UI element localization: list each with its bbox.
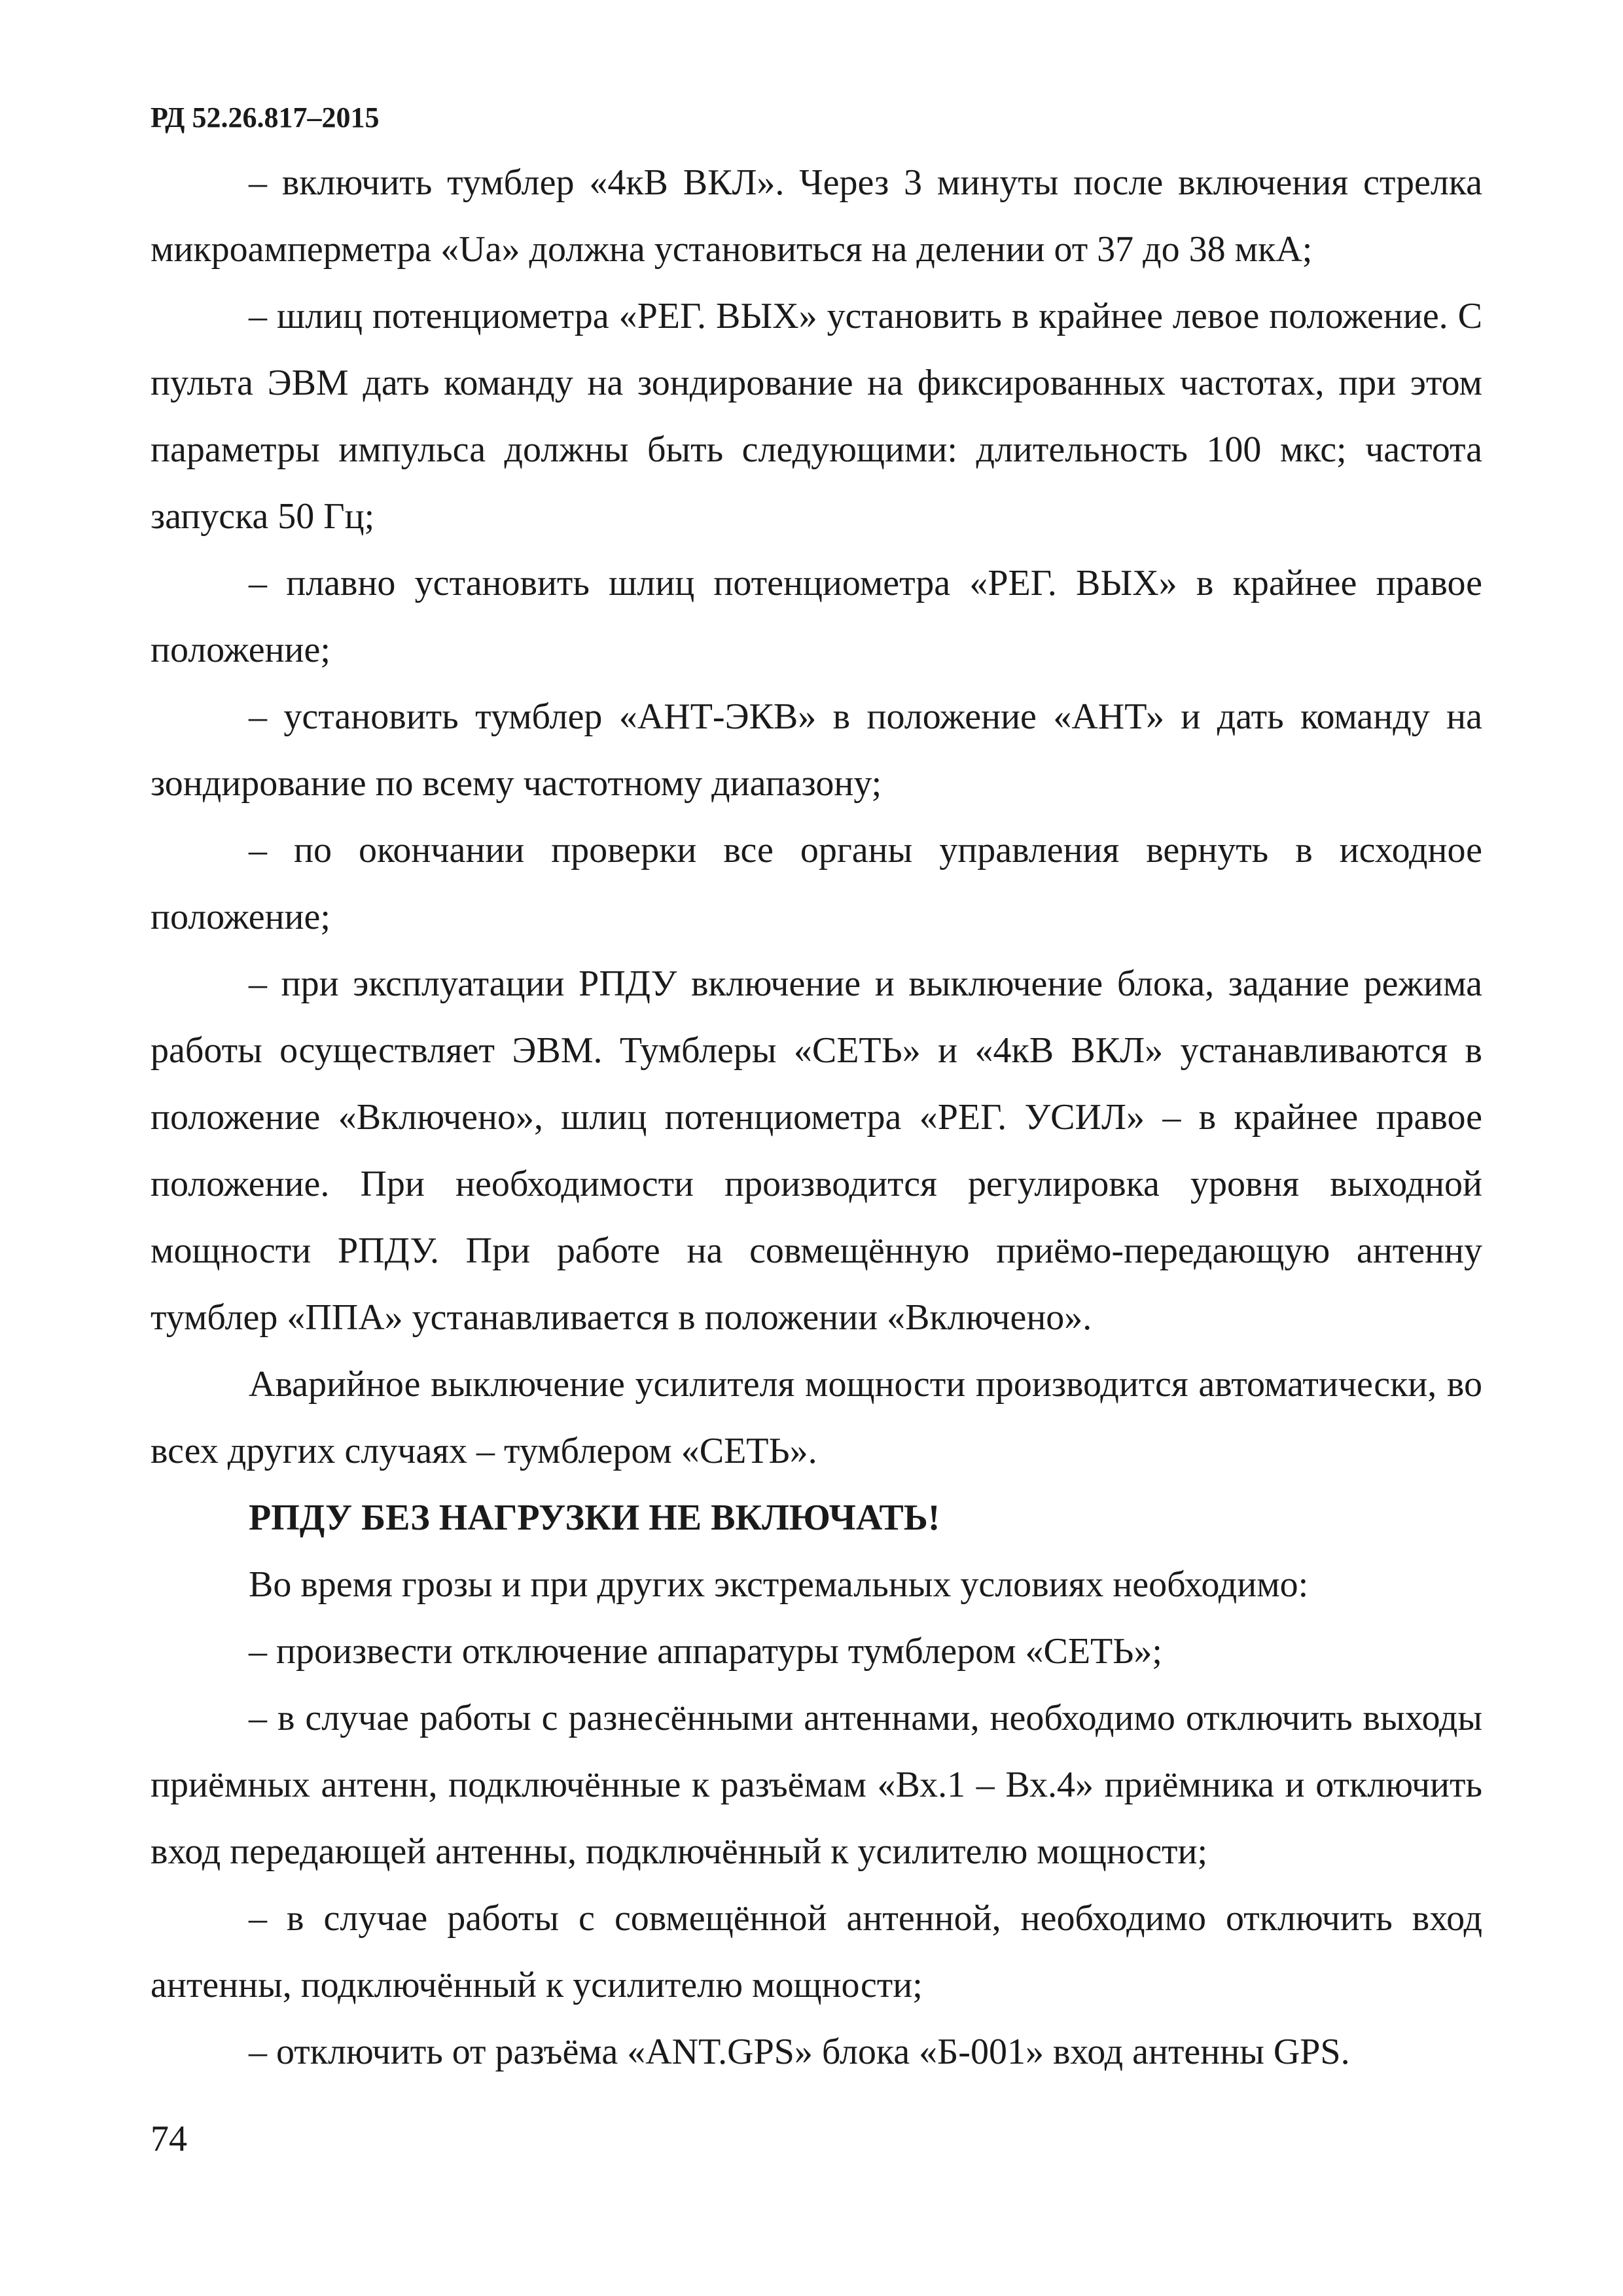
warning-heading: РПДУ БЕЗ НАГРУЗКИ НЕ ВКЛЮЧАТЬ!: [249, 1498, 940, 1538]
list-item: – при эксплуатации РПДУ включение и выключение блока, задание режима работы осуществляет ЭВМ. Тумблеры «СЕТЬ» и «4кВ ВКЛ» устанавливаются в положение «Включено», шлиц потенциометра «РЕГ. УСИЛ» – в крайнее правое положение. При необходимости производится регулировка уровня выходной мощности РПДУ. При работе на совмещённую приёмо-передающую антенну тумблер «ППА» устанавливается в положении «Включено».: [151, 963, 1482, 1338]
list-item: – произвести отключение аппаратуры тумблером «СЕТЬ»;: [249, 1631, 1162, 1672]
list-item: – отключить от разъёма «ANT.GPS» блока «Б-001» вход антенны GPS.: [249, 2032, 1350, 2072]
page-number: 74: [151, 2119, 187, 2159]
list-item: – в случае работы с совмещённой антенной, необходимо отключить вход антенны, подключённый к усилителю мощности;: [151, 1898, 1482, 2005]
list-item: – плавно установить шлиц потенциометра «РЕГ. ВЫХ» в крайнее правое положение;: [151, 563, 1482, 670]
list-item: – шлиц потенциометра «РЕГ. ВЫХ» установить в крайнее левое положение. С пульта ЭВМ дать команду на зондирование на фиксированных частотах, при этом параметры импульса должны быть следующими: длительность 100 мкс; частота запуска 50 Гц;: [151, 296, 1482, 537]
list-item: – установить тумблер «АНТ-ЭКВ» в положение «АНТ» и дать команду на зондирование по всему частотному диапазону;: [151, 696, 1482, 804]
list-item: – по окончании проверки все органы управления вернуть в исходное положение;: [151, 830, 1482, 937]
list-item: – в случае работы с разнесёнными антеннами, необходимо отключить выходы приёмных антенн, подключённые к разъёмам «Вх.1 – Вх.4» приёмника и отключить вход передающей антенны, подключённый к усилителю мощности;: [151, 1698, 1482, 1872]
document-body: [151, 149, 1482, 2085]
document-header: РД 52.26.817–2015: [151, 101, 380, 134]
paragraph: Во время грозы и при других экстремальных условиях необходимо:: [249, 1564, 1309, 1605]
paragraph: Аварийное выключение усилителя мощности производится автоматически, во всех других случаях – тумблером «СЕТЬ».: [151, 1364, 1482, 1471]
list-item: – включить тумблер «4кВ ВКЛ». Через 3 минуты после включения стрелка микроамперметра «Ua» должна установиться на делении от 37 до 38 мкА;: [151, 162, 1482, 270]
